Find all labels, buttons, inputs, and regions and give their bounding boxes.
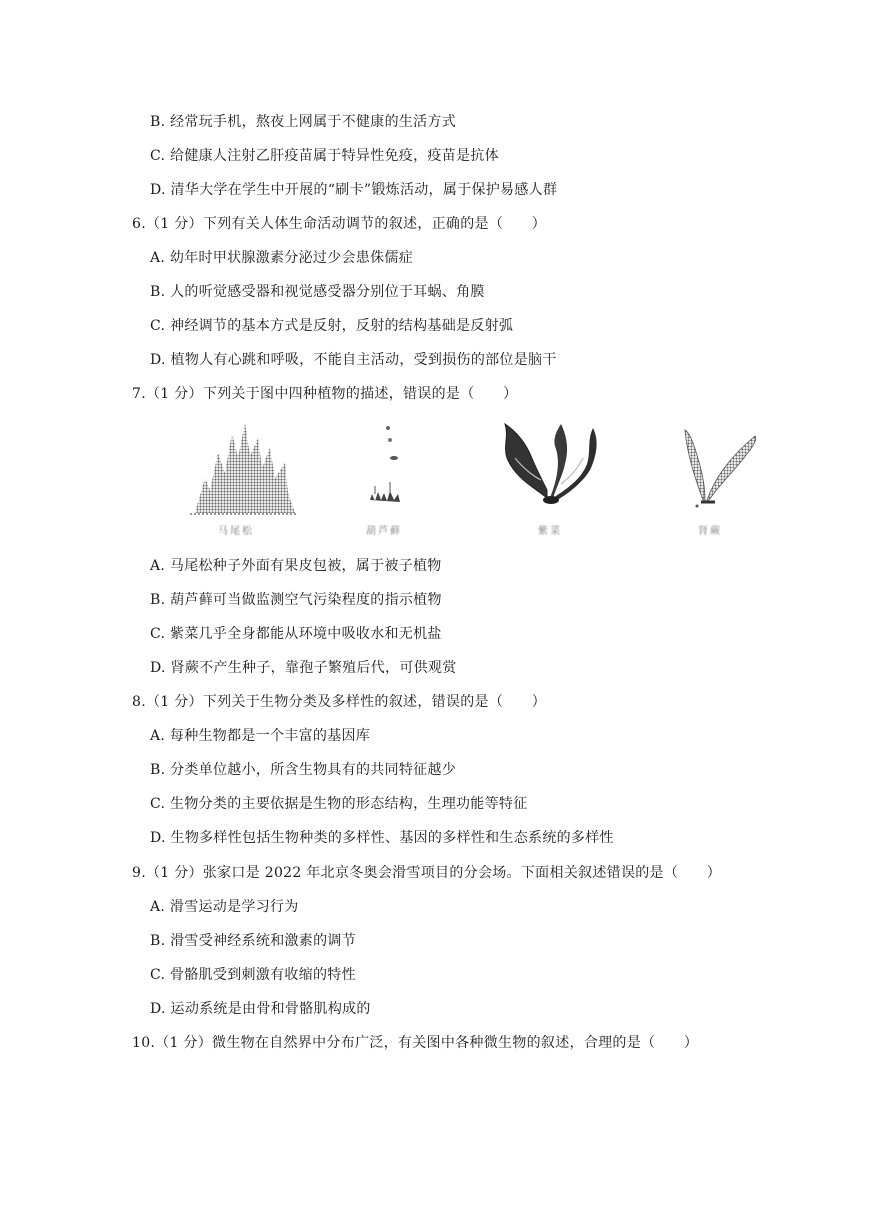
q7-figure-label-fern: 肾蕨 bbox=[698, 526, 722, 537]
q9-option-b: B. 滑雪受神经系统和激素的调节 bbox=[150, 933, 356, 949]
q7-option-b: B. 葫芦藓可当做监测空气污染程度的指示植物 bbox=[150, 592, 442, 608]
q6-option-b: B. 人的听觉感受器和视觉感受器分别位于耳蜗、角膜 bbox=[150, 284, 485, 300]
q8-stem: 8.（1 分）下列关于生物分类及多样性的叙述，错误的是（ ） bbox=[132, 694, 547, 710]
q6-option-c: C. 神经调节的基本方式是反射，反射的结构基础是反射弧 bbox=[150, 318, 514, 334]
q5-option-c: C. 给健康人注射乙肝疫苗属于特异性免疫，疫苗是抗体 bbox=[150, 148, 499, 164]
q7-option-d: D. 肾蕨不产生种子，靠孢子繁殖后代，可供观赏 bbox=[150, 660, 457, 676]
q9-option-d: D. 运动系统是由骨和骨骼肌构成的 bbox=[150, 1001, 371, 1017]
q6-option-a: A. 幼年时甲状腺激素分泌过少会患侏儒症 bbox=[150, 250, 414, 266]
q7-option-c: C. 紫菜几乎全身都能从环境中吸收水和无机盐 bbox=[150, 626, 442, 642]
q6-stem: 6.（1 分）下列有关人体生命活动调节的叙述，正确的是（ ） bbox=[132, 216, 547, 232]
q5-option-b: B. 经常玩手机，熬夜上网属于不健康的生活方式 bbox=[150, 114, 457, 130]
q10-stem: 10.（1 分）微生物在自然界中分布广泛，有关图中各种微生物的叙述，合理的是（ ） bbox=[132, 1035, 699, 1051]
q7-figure-label-moss: 葫芦藓 bbox=[366, 526, 402, 537]
pine-illustration bbox=[190, 418, 300, 518]
q9-stem: 9.（1 分）张家口是 2022 年北京冬奥会滑雪项目的分会场。下面相关叙述错误的是（ ） bbox=[132, 865, 722, 881]
q6-option-d: D. 植物人有心跳和呼吸，不能自主活动，受到损伤的部位是脑干 bbox=[150, 352, 557, 368]
fern-illustration bbox=[675, 418, 765, 518]
q9-option-c: C. 骨骼肌受到刺激有收缩的特性 bbox=[150, 967, 356, 983]
moss-illustration bbox=[350, 418, 420, 518]
q7-option-a: A. 马尾松种子外面有果皮包被，属于被子植物 bbox=[150, 558, 442, 574]
q5-option-d: D. 清华大学在学生中开展的“刷卡”锻炼活动，属于保护易感人群 bbox=[150, 182, 558, 198]
q8-option-a: A. 每种生物都是一个丰富的基因库 bbox=[150, 728, 371, 744]
q7-plant-figure bbox=[190, 418, 770, 543]
q8-option-d: D. 生物多样性包括生物种类的多样性、基因的多样性和生态系统的多样性 bbox=[150, 830, 614, 846]
q8-option-b: B. 分类单位越小，所含生物具有的共同特征越少 bbox=[150, 762, 457, 778]
q7-stem: 7.（1 分）下列关于图中四种植物的描述，错误的是（ ） bbox=[132, 386, 518, 402]
q7-figure-label-seaweed: 紫菜 bbox=[538, 526, 562, 537]
q8-option-c: C. 生物分类的主要依据是生物的形态结构，生理功能等特征 bbox=[150, 796, 528, 812]
q9-option-a: A. 滑雪运动是学习行为 bbox=[150, 899, 299, 915]
q7-figure-label-pine: 马尾松 bbox=[218, 526, 254, 537]
seaweed-illustration bbox=[495, 418, 605, 518]
